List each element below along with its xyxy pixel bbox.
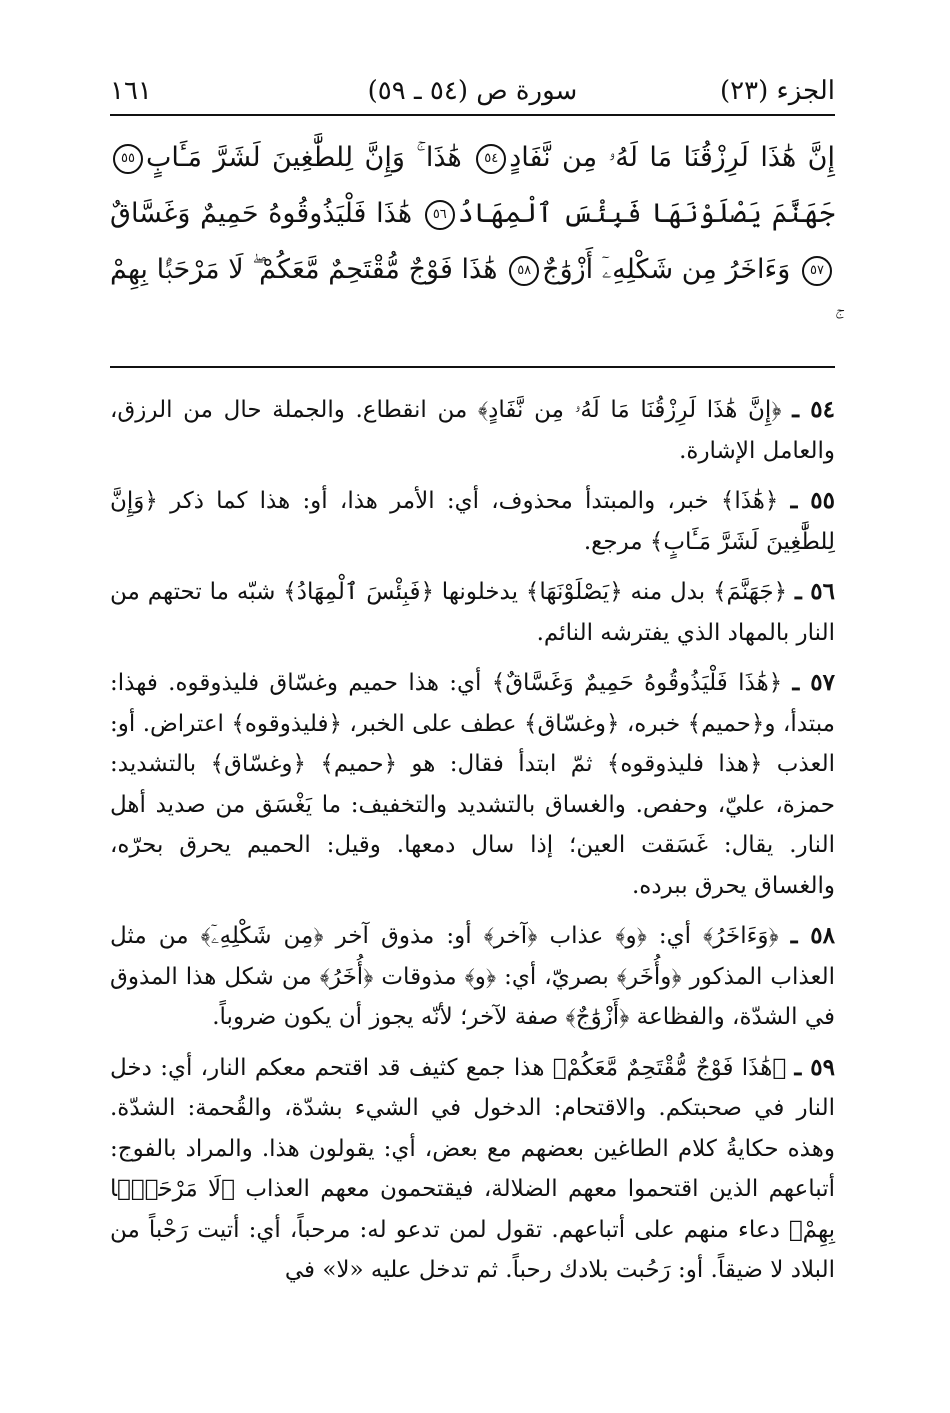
page-header <box>110 70 835 114</box>
page-number: ١٦١ <box>110 76 152 106</box>
commentary-paragraph: ٥٧ ـ ﴿هَٰذَا فَلْيَذُوقُوهُ حَمِيمٌ وَغَسَّاقٌ﴾ أي: هذا حميم وغسّاق فليذوقوه. فهذا: مبتدأ، و﴿حميم﴾ خبره، ﴿وغسّاق﴾ عطف على الخبر، ﴿فليذوقوه﴾ اعتراض. أو: العذب ﴿هذا فليذوقوه﴾ ثمّ ابتدأ فقال: هو ﴿حميم﴾ ﴿وغسّاق﴾ بالتشديد: حمزة، عليّ، وحفص. والغساق بالتشديد والتخفيف: ما يَغْسَق من صديد أهل النار. يقال: غَسَقت العين؛ إذا سال دمعها. وقيل: الحميم يحرق بحرّه، والغساق يحرق ببرده. <box>110 669 835 899</box>
verse-54: إِنَّ هَٰذَا لَرِزْقُنَا مَا لَهُۥ مِن نَّفَادٍ٥٤ <box>473 142 835 173</box>
ayah-number-marker: ٥٨ <box>509 256 539 286</box>
commentary-paragraph: ٥٨ ـ ﴿وَءَاخَرُ﴾ أي: ﴿و﴾ عذاب ﴿آخر﴾ أو: مذوق آخر ﴿مِن شَكْلِهِۦٓ﴾ من مثل العذاب المذكور ﴿وأُخَر﴾ بصريّ، أي: ﴿و﴾ مذوقات ﴿أُخَرُ﴾ من شكل هذا المذوق في الشدّة، والفظاعة ﴿أَزْوَٰجٌ﴾ صفة لآخر؛ لأنّه يجوز أن يكون ضروباً. <box>110 922 836 1030</box>
commentary-paragraph: ٥٦ ـ ﴿جَهَنَّمَ﴾ بدل منه ﴿يَصْلَوْنَهَا﴾ يدخلونها ﴿فَبِئْسَ ٱلْمِهَادُ﴾ شبّه ما تحتهم من النار بالمهاد الذي يفترشه النائم. <box>110 578 835 646</box>
verse-ref-number: ٥٥ ـ <box>790 487 836 514</box>
ayah-number-marker: ٥٥ <box>113 144 143 174</box>
verse-55: هَٰذَا ۚ وَإِنَّ لِلطَّٰغِينَ لَشَرَّ مَـَٔابٍ٥٥ <box>110 142 462 173</box>
verse-ref-number: ٥٤ ـ <box>792 396 836 423</box>
quran-text-block <box>110 116 835 360</box>
commentary-paragraph: ٥٤ ـ ﴿إِنَّ هَٰذَا لَرِزْقُنَا مَا لَهُۥ مِن نَّفَادٍ﴾ من انقطاع. والجملة حال من الرزق، والعامل الإشارة. <box>110 396 836 464</box>
commentary-paragraph: ٥٩ ـ ﴿هَٰذَا فَوْجٌ مُّقْتَحِمٌ مَّعَكُمْ﴾ هذا جمع كثيف قد اقتحم معكم النار، أي: دخل النار في صحبتكم. والاقتحام: الدخول في الشيء بشدّة، والقُحمة: الشدّة. وهذه حكايةُ كلام الطاغين بعضهم مع بعض، أي: يقولون هذا. والمراد بالفوج: أتباعهم الذين اقتحموا معهم الضلالة، فيقتحمون معهم العذاب ﴿لَا مَرْحَبًۢا بِهِمْ﴾ دعاء منهم على أتباعهم. تقول لمن تدعو له: مرحباً، أي: أتيت رَحْباً من البلاد لا ضيقاً. أو: رَحُبت بلادك رحباً. ثم تدخل عليه «لا» في <box>110 1053 835 1283</box>
verse-58: وَءَاخَرُ مِن شَكْلِهِۦٓ أَزْوَٰجٌ٥٨ <box>506 254 790 285</box>
book-page <box>110 70 835 1301</box>
verse-ref-number: ٥٨ ـ <box>790 922 836 949</box>
ayah-number-marker: ٥٧ <box>802 256 832 286</box>
verse-57: هَٰذَا فَلْيَذُوقُوهُ حَمِيمٌ وَغَسَّاقٌ٥٧ <box>110 198 835 285</box>
verse-ref-number: ٥٩ ـ <box>794 1053 835 1081</box>
verse-ref-number: ٥٧ ـ <box>792 669 835 696</box>
juz-label: الجزء (٢٣) <box>719 76 835 106</box>
verse-56: جَهَنَّمَ يَصْلَوْنَهَا فَبِئْسَ ٱلْمِهَادُ٥٦ <box>422 198 835 229</box>
ayah-number-marker: ٥٦ <box>425 200 455 230</box>
commentary-paragraph: ٥٥ ـ ﴿هَٰذَا﴾ خبر، والمبتدأ محذوف، أي: الأمر هذا، أو: هذا كما ذكر ﴿وَإِنَّ لِلطَّٰغِينَ لَشَرَّ مَـَٔابٍ﴾ مرجع. <box>110 487 836 555</box>
commentary-block <box>110 390 835 1291</box>
quran-divider <box>110 366 835 368</box>
ayah-number-marker: ٥٤ <box>476 144 506 174</box>
surah-title: سورة ص (٥٤ ـ ٥٩) <box>367 76 578 106</box>
verse-59: هَٰذَا فَوْجٌ مُّقْتَحِمٌ مَّعَكُمْ ۖ لَا مَرْحَبًۢا بِهِمْ <box>110 254 498 285</box>
verse-ref-number: ٥٦ ـ <box>794 578 835 605</box>
